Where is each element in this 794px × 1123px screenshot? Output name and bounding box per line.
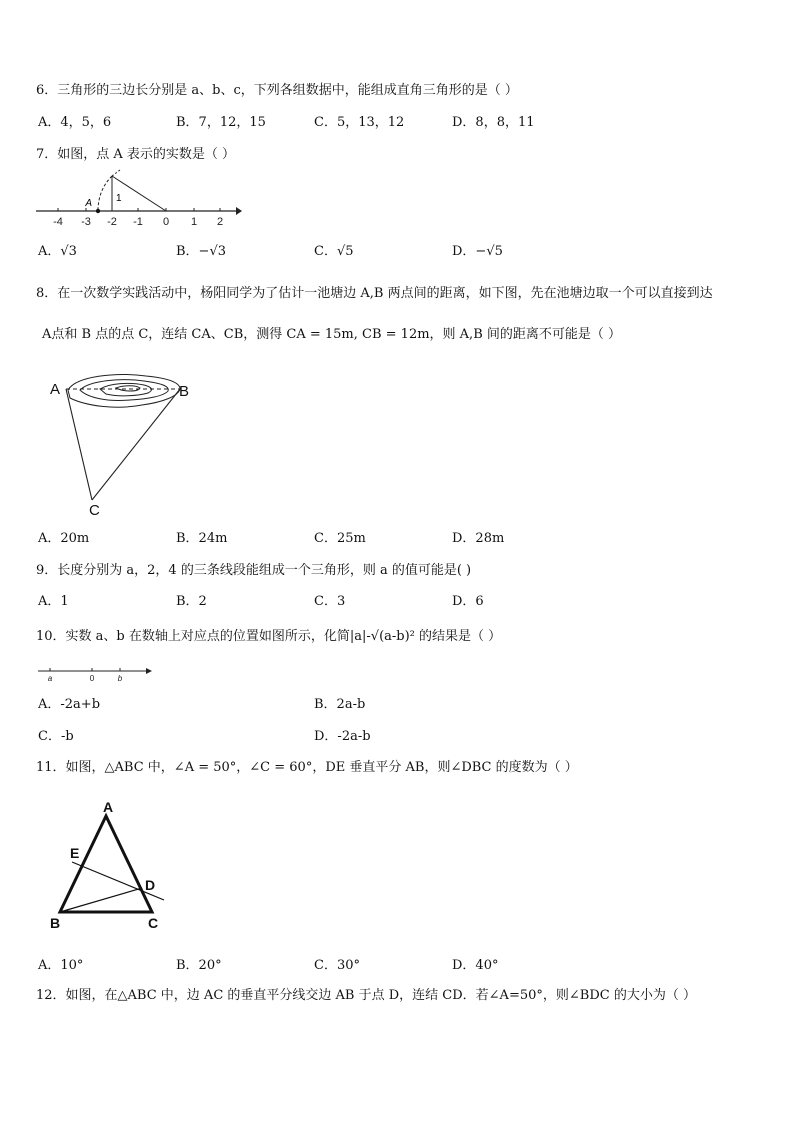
q11-triangle-figure — [44, 798, 174, 934]
point-a-label: A — [85, 198, 92, 209]
q7-number-line-figure — [36, 168, 246, 228]
q7-option-b: B．−√3 — [176, 244, 227, 259]
label-c: C — [148, 915, 159, 931]
q6-option-d: D．8，8，11 — [452, 115, 535, 130]
q12-stem: 12．如图，在△ABC 中，边 AC 的垂直平分线交边 AB 于点 D，连结 CD．若∠A=50°，则∠BDC 的大小为（ ） — [36, 988, 696, 1003]
q6-option-b: B．7，12，15 — [176, 115, 266, 130]
origin-label: 0 — [89, 674, 95, 683]
q8-option-c: C．25m — [314, 531, 366, 546]
label-d: D — [145, 877, 156, 893]
label-a: A — [50, 381, 61, 398]
q8-stem-line1: 8．在一次数学实践活动中，杨阳同学为了估计一池塘边 A,B 两点间的距离，如下图，先在池塘边取一个可以直接到达 — [36, 286, 713, 301]
q7-stem: 7．如图，点 A 表示的实数是（ ） — [36, 147, 236, 162]
tick-label: -4 — [53, 216, 63, 228]
q10-option-a: A．-2a+b — [38, 697, 101, 712]
q8-stem-line2: A点和 B 点的点 C，连结 CA、CB，测得 CA = 15m, CB = 12m，则 A,B 间的距离不可能是（ ） — [42, 327, 622, 342]
q9-option-d: D．6 — [452, 594, 484, 609]
q10-option-d: D．-2a-b — [314, 729, 371, 744]
q8-option-d: D．28m — [452, 531, 505, 546]
point-a-label: a — [47, 674, 53, 683]
q10-option-c: C．-b — [38, 729, 74, 744]
q9-option-a: A．1 — [38, 594, 69, 609]
q7-option-c: C．√5 — [314, 244, 354, 259]
tick-label: -3 — [81, 216, 91, 228]
segment-label: 1 — [116, 193, 122, 204]
q8-option-b: B．24m — [176, 531, 228, 546]
q10-number-line-figure — [36, 662, 156, 686]
tick-label: 1 — [190, 216, 198, 228]
q11-option-b: B．20° — [176, 958, 222, 973]
q8-option-a: A．20m — [38, 531, 90, 546]
label-b: B — [50, 915, 61, 931]
q11-option-a: A．10° — [38, 958, 84, 973]
q11-option-c: C．30° — [314, 958, 360, 973]
q9-option-b: B．2 — [176, 594, 207, 609]
tick-label: -2 — [107, 216, 117, 228]
q7-option-a: A．√3 — [38, 244, 77, 259]
q11-stem: 11．如图，△ABC 中，∠A = 50°，∠C = 60°，DE 垂直平分 AB，则∠DBC 的度数为（ ） — [36, 760, 578, 775]
q10-stem: 10．实数 a、b 在数轴上对应点的位置如图所示，化简|a|-√(a-b)² 的结果是（ ） — [36, 629, 502, 644]
q9-stem: 9．长度分别为 a，2，4 的三条线段能组成一个三角形，则 a 的值可能是( ) — [36, 563, 472, 578]
q6-option-c: C．5，13，12 — [314, 115, 405, 130]
label-b: B — [179, 383, 190, 400]
q11-option-d: D．40° — [452, 958, 499, 973]
q10-option-b: B．2a-b — [314, 697, 366, 712]
point-b-label: b — [117, 674, 123, 683]
q7-option-d: D．−√5 — [452, 244, 503, 259]
label-a: A — [103, 799, 114, 815]
q9-option-c: C．3 — [314, 594, 346, 609]
q6-option-a: A．4，5，6 — [38, 115, 112, 130]
tick-label: 0 — [162, 216, 170, 228]
label-c: C — [89, 502, 100, 519]
label-e: E — [70, 845, 80, 861]
q6-stem: 6．三角形的三边长分别是 a、b、c，下列各组数据中，能组成直角三角形的是（ ） — [36, 83, 518, 98]
q8-pond-figure — [46, 372, 206, 522]
tick-label: -1 — [133, 216, 143, 228]
tick-label: 2 — [216, 216, 224, 228]
